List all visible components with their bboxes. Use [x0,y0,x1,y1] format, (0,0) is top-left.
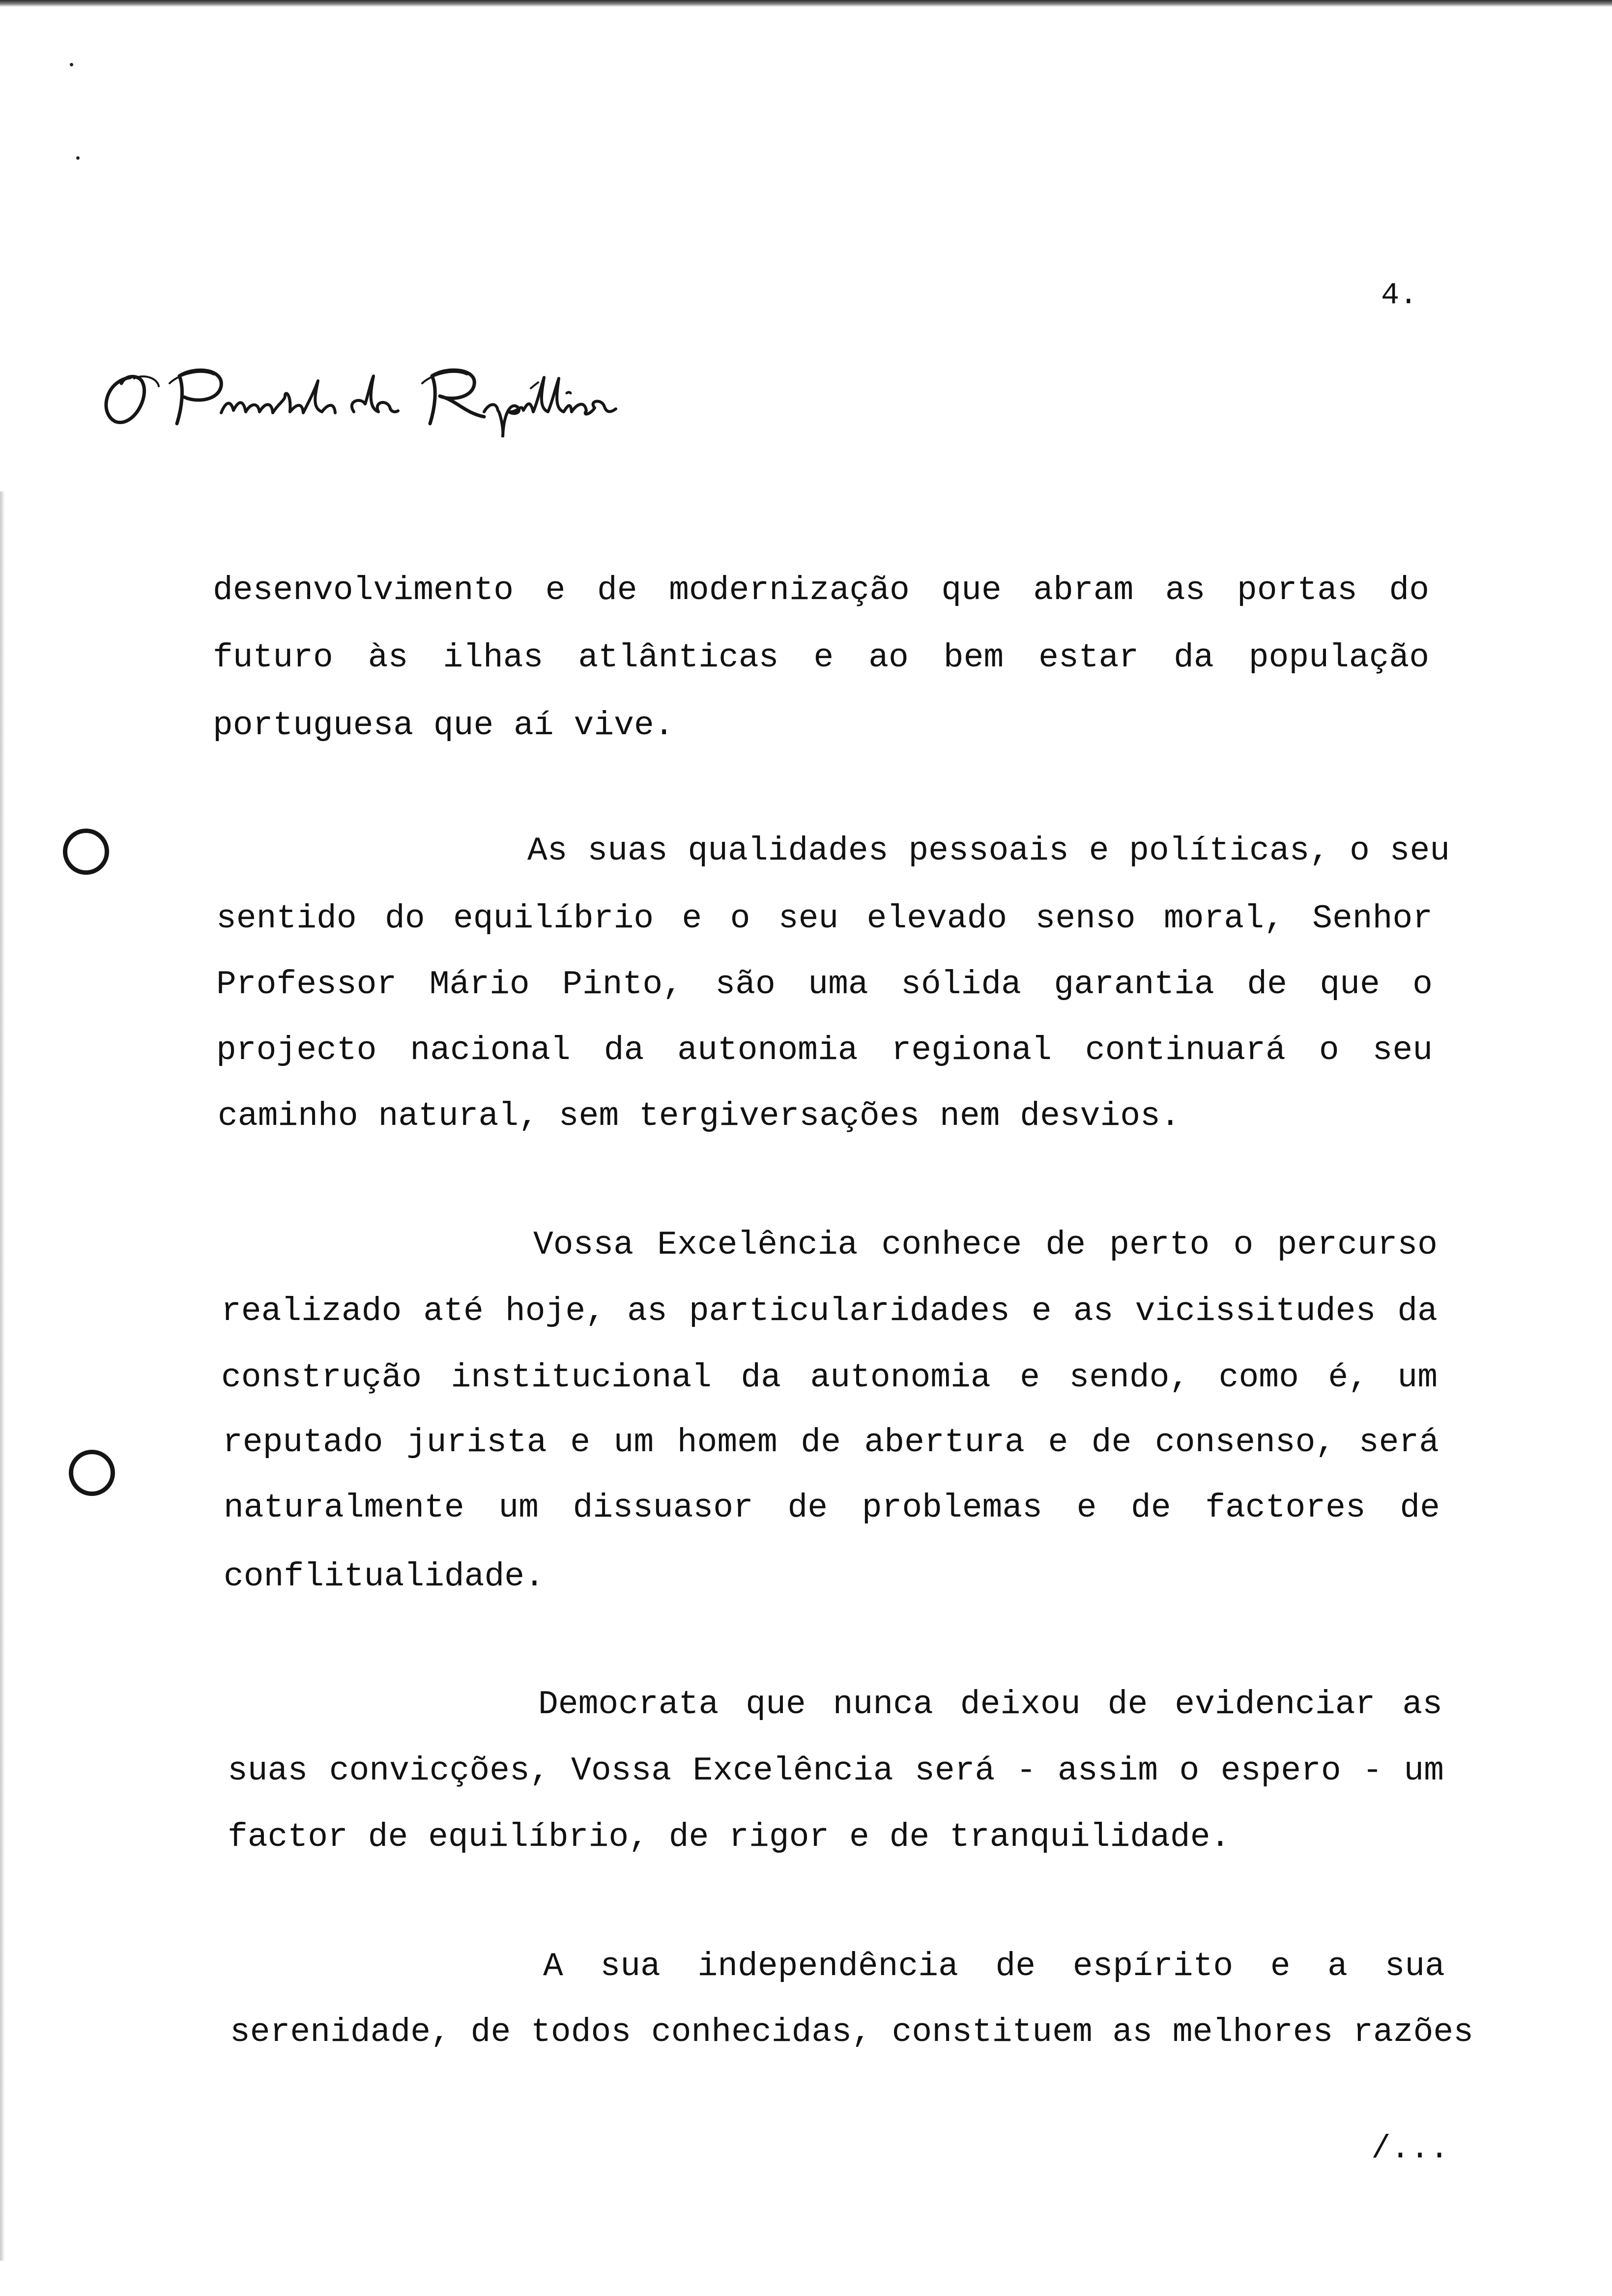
paragraph-line: factor de equilíbrio, de rigor e de tranquilidade. [228,1818,1231,1856]
letterhead-signature [96,354,676,437]
paragraph-line: serenidade, de todos conhecidas, constituem as melhores razões [230,2013,1474,2051]
paragraph-line: naturalmente um dissuasor de problemas e de factores de [224,1489,1440,1527]
page-number: 4. [1381,278,1418,313]
scan-speck [76,156,80,160]
scan-left-edge [0,491,5,2261]
scan-speck [70,63,73,66]
paragraph-line: Vossa Excelência conhece de perto o percurso [533,1226,1438,1264]
paragraph-line: sentido do equilíbrio e o seu elevado senso moral, Senhor [216,900,1433,938]
punch-hole-top [63,829,109,875]
continuation-mark: /... [1371,2130,1449,2167]
paragraph-line: Professor Mário Pinto, são uma sólida garantia de que o [216,966,1433,1004]
paragraph-line: conflitualidade. [224,1558,545,1596]
paragraph-line: portuguesa que aí vive. [213,707,674,745]
paragraph-line: desenvolvimento e de modernização que abram as portas do [213,572,1429,609]
paragraph-line: realizado até hoje, as particularidades e as vicissitudes da [221,1292,1438,1330]
paragraph-line: futuro às ilhas atlânticas e ao bem estar da população [213,639,1429,677]
punch-hole-bottom [69,1450,115,1496]
paragraph-line: construção institucional da autonomia e sendo, como é, um [221,1359,1438,1397]
paragraph-line: reputado jurista e um homem de abertura e de consenso, será [223,1424,1439,1462]
scan-top-edge [0,0,1612,7]
paragraph-line: caminho natural, sem tergiversações nem desvios. [218,1097,1180,1135]
paragraph-line: projecto nacional da autonomia regional continuará o seu [216,1032,1433,1069]
paragraph-line: As suas qualidades pessoais e políticas, o seu [527,832,1450,870]
paragraph-line: Democrata que nunca deixou de evidenciar as [538,1686,1442,1723]
paragraph-line: A sua independência de espírito e a sua [543,1948,1445,1985]
paragraph-line: suas convicções, Vossa Excelência será - assim o espero - um [228,1752,1444,1790]
